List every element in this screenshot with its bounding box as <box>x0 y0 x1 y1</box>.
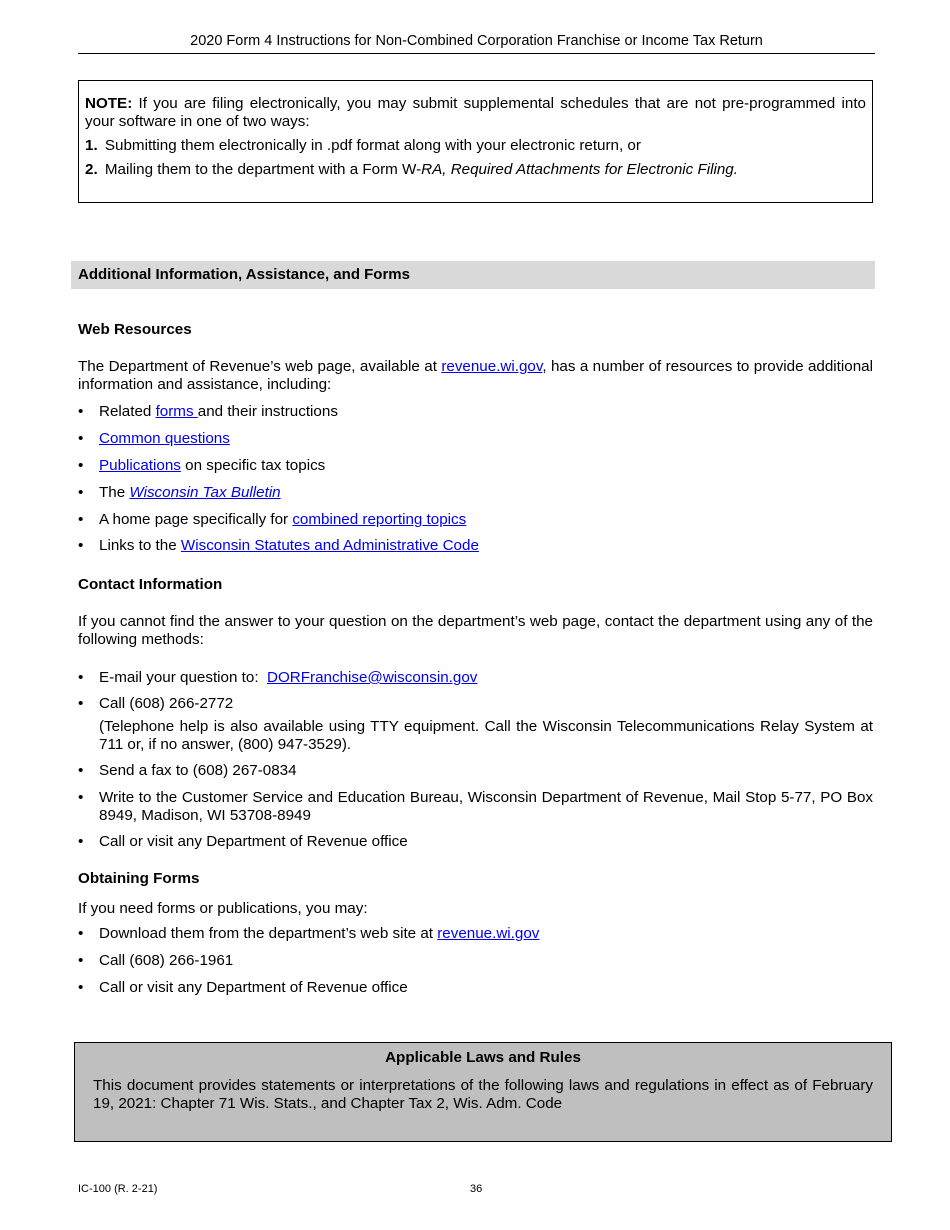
list-item: • Download them from the department’s web site at revenue.wi.gov <box>78 925 873 943</box>
common-questions-link[interactable]: Common questions <box>99 430 230 447</box>
laws-title: Applicable Laws and Rules <box>385 1049 581 1066</box>
forms-link[interactable]: forms <box>155 403 198 420</box>
list-item: • Call or visit any Department of Revenue office <box>78 833 873 851</box>
note-item-2: 2. Mailing them to the department with a Form W-RA, Required Attachments for Electronic Filing. <box>85 161 738 178</box>
list-item: • Publications on specific tax topics <box>78 457 873 475</box>
list-item: • Call (608) 266-2772 (Telephone help is also available using TTY equipment. Call the Wisconsin Telecommunications Relay System at 711 or, if no answer, (800) 947-3529). <box>78 695 873 754</box>
tax-bulletin-link[interactable]: Wisconsin Tax Bulletin <box>129 484 281 501</box>
contact-heading: Contact Information <box>78 576 223 593</box>
download-revenue-link[interactable]: revenue.wi.gov <box>437 925 540 942</box>
page-number: 36 <box>470 1183 483 1195</box>
note-item-1: 1. Submitting them electronically in .pdf format along with your electronic return, or <box>85 137 641 154</box>
note-box <box>78 80 873 203</box>
list-item: • E-mail your question to: DORFranchise@wisconsin.gov <box>78 669 873 687</box>
tty-note: (Telephone help is also available using TTY equipment. Call the Wisconsin Telecommunications Relay System at 711 or, if no answer, (800) 947-3529). <box>99 718 873 753</box>
combined-reporting-link[interactable]: combined reporting topics <box>292 511 467 528</box>
laws-box <box>74 1042 892 1142</box>
note-text: NOTE: If you are filing electronically, you may submit supplemental schedules that are not pre-programmed into your software in one of two ways: <box>85 95 866 130</box>
obtaining-intro: If you need forms or publications, you may: <box>78 900 368 917</box>
obtaining-forms-heading: Obtaining Forms <box>78 870 200 887</box>
list-item <box>78 430 873 448</box>
list-item: • Links to the Wisconsin Statutes and Administrative Code <box>78 537 873 555</box>
web-resources-intro: The Department of Revenue’s web page, available at revenue.wi.gov, has a number of resources to provide additional information and assistance, including: <box>78 358 873 393</box>
list-item: • The Wisconsin Tax Bulletin <box>78 484 873 502</box>
publications-link[interactable]: Publications <box>99 457 181 474</box>
statutes-link[interactable]: Wisconsin Statutes and Administrative Code <box>180 537 479 554</box>
revenue-link[interactable]: revenue.wi.gov <box>441 358 543 375</box>
web-resources-heading: Web Resources <box>78 321 192 338</box>
list-item: • Related forms and their instructions <box>78 403 873 421</box>
list-item: • A home page specifically for combined reporting topics <box>78 511 873 529</box>
form-id: IC-100 (R. 2-21) <box>78 1183 158 1195</box>
note-label: NOTE: <box>85 95 133 112</box>
list-item: • Call (608) 266-1961 <box>78 952 873 970</box>
list-item: • Call or visit any Department of Revenue office <box>78 979 873 997</box>
email-link[interactable]: DORFranchise@wisconsin.gov <box>266 669 478 686</box>
laws-body: This document provides statements or interpretations of the following laws and regulations in effect as of February 19, 2021: Chapter 71 Wis. Stats., and Chapter Tax 2, Wis. Adm. Code <box>93 1077 873 1112</box>
page-header: 2020 Form 4 Instructions for Non-Combined Corporation Franchise or Income Tax Return <box>78 33 875 54</box>
section-title: Additional Information, Assistance, and Forms <box>71 261 875 289</box>
contact-intro: If you cannot find the answer to your question on the department’s web page, contact the department using any of the following methods: <box>78 613 873 648</box>
list-item: • Send a fax to (608) 267-0834 <box>78 762 873 780</box>
list-item: • Write to the Customer Service and Education Bureau, Wisconsin Department of Revenue, Mail Stop 5-77, PO Box 8949, Madison, WI 53708-8949 <box>78 789 873 825</box>
